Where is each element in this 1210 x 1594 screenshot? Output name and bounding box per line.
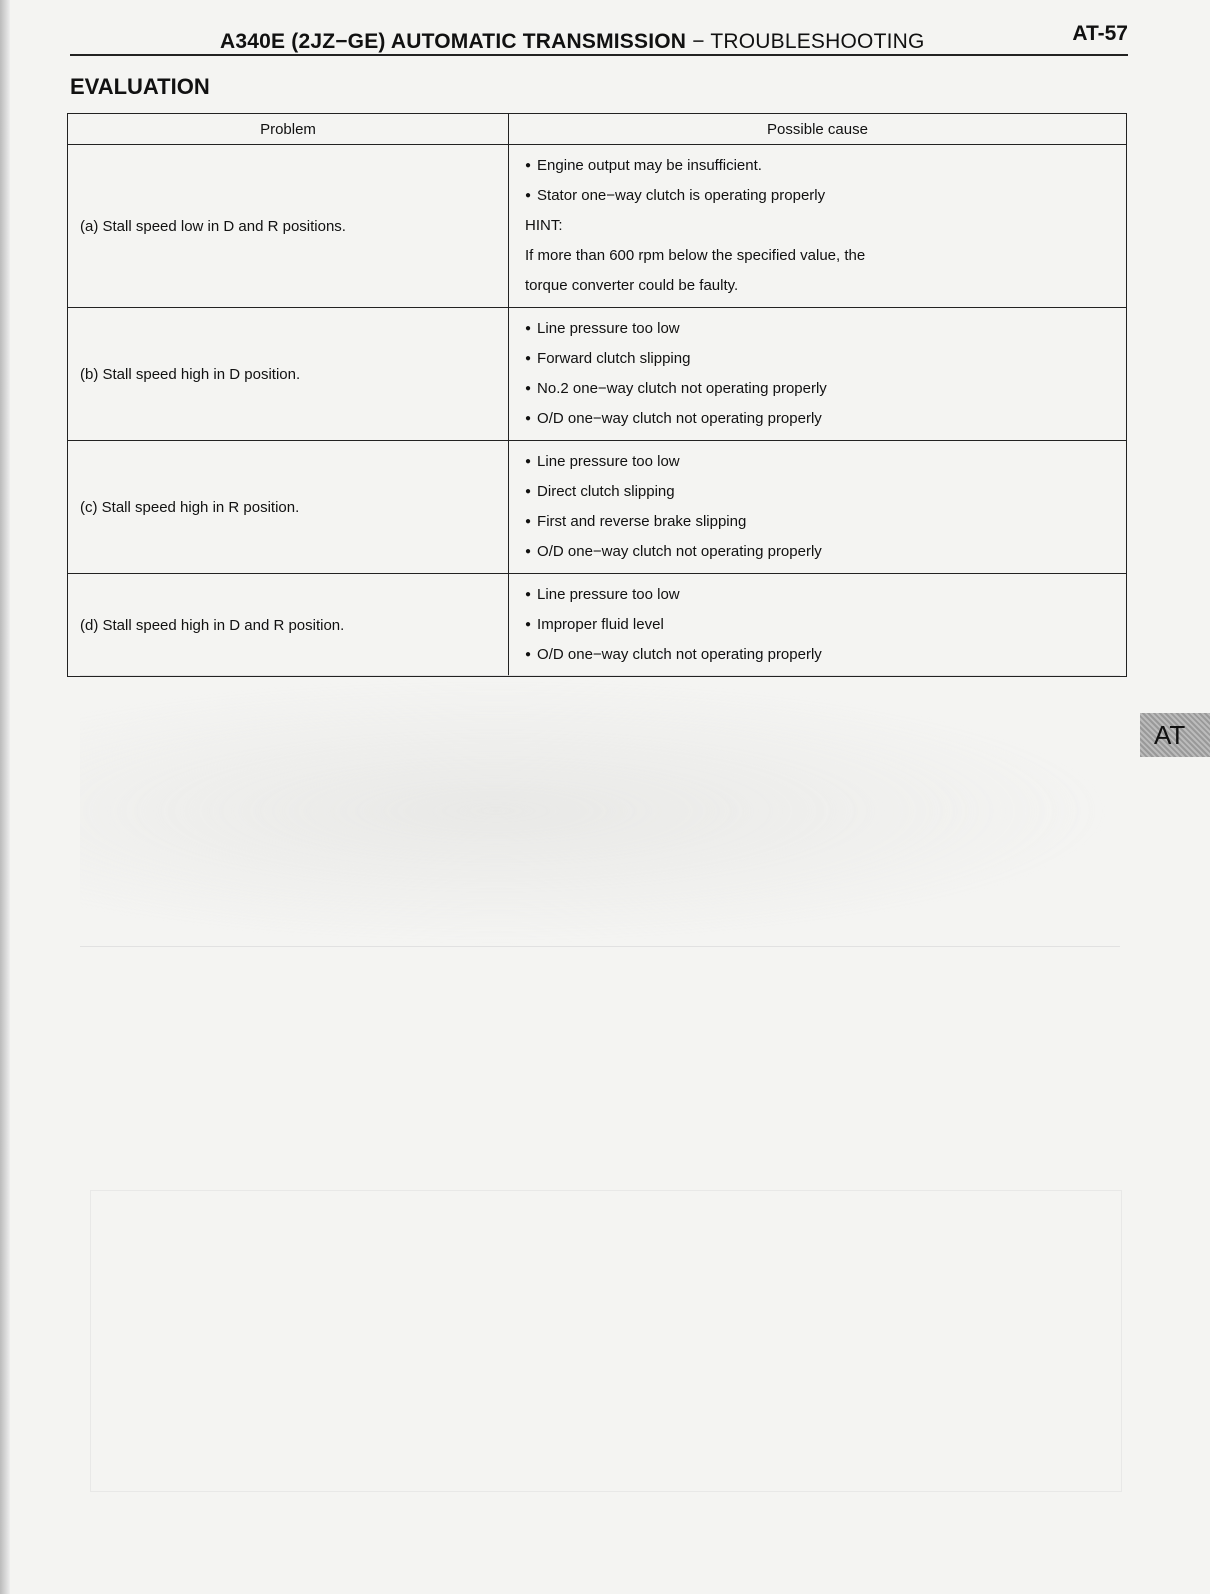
table-row (68, 308, 1127, 441)
problem-cell: (b) Stall speed high in D position. (68, 308, 509, 441)
cause-item: ● Line pressure too low (525, 447, 1126, 477)
header-title (220, 30, 925, 54)
cause-item: ● Stator one−way clutch is operating properly (525, 181, 1126, 211)
cause-cell (509, 308, 1127, 441)
cause-item: ● O/D one−way clutch not operating properly (525, 640, 1126, 670)
page-header (70, 22, 1128, 56)
cause-item: ● O/D one−way clutch not operating properly (525, 404, 1126, 434)
problem-cell: (c) Stall speed high in R position. (68, 441, 509, 574)
bleed-through-illustration (80, 675, 1120, 947)
cause-item: ● Engine output may be insufficient. (525, 151, 1126, 181)
cause-item: ● Line pressure too low (525, 580, 1126, 610)
header-subtitle: − TROUBLESHOOTING (692, 30, 925, 53)
problem-cell: (a) Stall speed low in D and R positions. (68, 145, 509, 308)
cause-item: ● Forward clutch slipping (525, 344, 1126, 374)
cause-item: ● First and reverse brake slipping (525, 507, 1126, 537)
cause-cell (509, 574, 1127, 677)
evaluation-table (67, 113, 1127, 677)
table-row (68, 145, 1127, 308)
cause-item: ● Direct clutch slipping (525, 477, 1126, 507)
problem-cell: (d) Stall speed high in D and R position. (68, 574, 509, 677)
cause-cell (509, 145, 1127, 308)
hint-text: torque converter could be faulty. (525, 277, 739, 294)
section-side-tab: AT (1140, 713, 1210, 757)
hint-label: HINT: (525, 217, 563, 234)
hint-text: If more than 600 rpm below the specified value, the (525, 247, 866, 264)
table-row (68, 441, 1127, 574)
cause-item: ● No.2 one−way clutch not operating properly (525, 374, 1126, 404)
cause-item: ● O/D one−way clutch not operating properly (525, 537, 1126, 567)
column-header-cause: Possible cause (509, 114, 1127, 145)
page-number: AT-57 (1072, 22, 1128, 45)
scan-edge (0, 0, 10, 1594)
cause-item: ● Improper fluid level (525, 610, 1126, 640)
table-row (68, 574, 1127, 677)
bleed-through-table (90, 1190, 1122, 1492)
table-header-row (68, 114, 1127, 145)
column-header-problem: Problem (68, 114, 509, 145)
cause-cell (509, 441, 1127, 574)
cause-item: ● Line pressure too low (525, 314, 1126, 344)
header-title-main: A340E (2JZ−GE) AUTOMATIC TRANSMISSION (220, 30, 687, 53)
section-title: EVALUATION (70, 74, 210, 99)
